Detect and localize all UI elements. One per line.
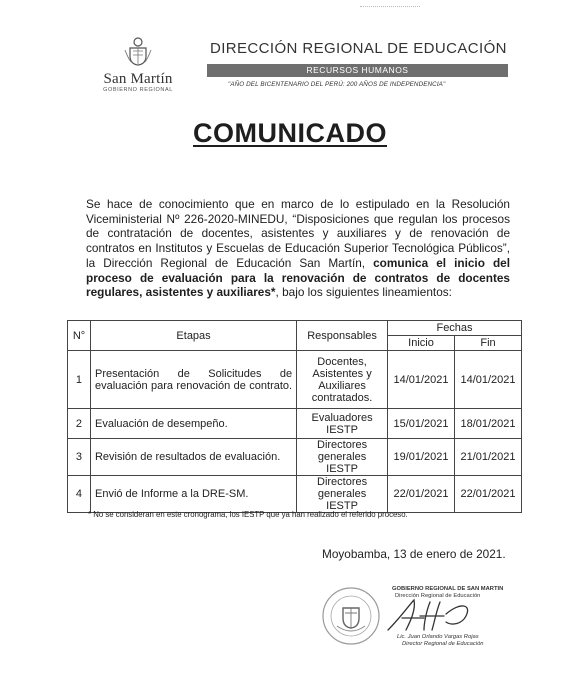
- coat-of-arms-icon: [121, 36, 155, 66]
- body-paragraph: [86, 197, 510, 300]
- header-start: Inicio: [388, 336, 455, 351]
- row-number: 3: [68, 439, 91, 476]
- row-responsible: Directores generales IESTP: [297, 439, 388, 476]
- row-start-date: 15/01/2021: [388, 409, 455, 439]
- body-intro: Se hace de conocimiento que en marco de lo estipulado en la Resolución Viceministerial Nº 226-2020-MINEDU, “Disposiciones que regulan los procesos de contratación de docentes, asistentes y auxiliares y de renovación de contratos en Institutos y Escuelas de Educación Superior Tecnológica Públicos”, la Dirección Regional de Educación San Martín,: [86, 197, 510, 270]
- row-number: 1: [68, 351, 91, 409]
- row-start-date: 14/01/2021: [388, 351, 455, 409]
- logo-subtitle: GOBIERNO REGIONAL: [103, 87, 173, 93]
- row-number: 2: [68, 409, 91, 439]
- row-start-date: 19/01/2021: [388, 439, 455, 476]
- header-end: Fin: [454, 336, 521, 351]
- row-responsible: Directores generales IESTP: [297, 476, 388, 513]
- department-bar: RECURSOS HUMANOS: [207, 64, 508, 77]
- row-end-date: 18/01/2021: [454, 409, 521, 439]
- row-stage: Evaluación de desempeño.: [90, 409, 296, 439]
- row-end-date: 14/01/2021: [454, 351, 521, 409]
- handwritten-signature-icon: [380, 596, 490, 636]
- institution-title: DIRECCIÓN REGIONAL DE EDUCACIÓN: [210, 40, 507, 57]
- table-row: [68, 439, 522, 476]
- table-row: [68, 409, 522, 439]
- signer-name: Lic. Juan Orlando Vargas Rojas: [397, 634, 479, 640]
- official-seal-icon: [321, 586, 381, 646]
- row-responsible: Docentes, Asistentes y Auxiliares contratados.: [297, 351, 388, 409]
- signature-office: Dirección Regional de Educación: [395, 593, 481, 599]
- year-motto: "AÑO DEL BICENTENARIO DEL PERÚ: 200 AÑOS DE INDEPENDENCIA": [228, 81, 446, 88]
- row-number: 4: [68, 476, 91, 513]
- header-dates: Fechas: [388, 321, 522, 336]
- body-outro: , bajo los siguientes lineamientos:: [275, 285, 452, 300]
- document-title: [0, 118, 580, 149]
- row-stage: Revisión de resultados de evaluación.: [90, 439, 296, 476]
- row-start-date: 22/01/2021: [388, 476, 455, 513]
- row-end-date: 21/01/2021: [454, 439, 521, 476]
- scan-artifact: [360, 6, 420, 8]
- row-stage: Envió de Informe a la DRE-SM.: [90, 476, 296, 513]
- signature-org: GOBIERNO REGIONAL DE SAN MARTIN: [392, 586, 504, 592]
- row-stage: Presentación de Solicitudes de evaluación para renovación de contrato.: [90, 351, 296, 409]
- signer-role: Director Regional de Educación: [402, 641, 484, 647]
- table-row: [68, 351, 522, 409]
- header-number: N°: [68, 321, 91, 351]
- schedule-table: [67, 320, 522, 513]
- document-title-text: COMUNICADO: [193, 118, 387, 148]
- body-bold: comunica el inicio del proceso de evaluación para la renovación de contratos de docentes regulares, asistentes y auxiliares*: [86, 255, 510, 300]
- table-row: [68, 476, 522, 513]
- row-end-date: 22/01/2021: [454, 476, 521, 513]
- logo-brand: San Martín: [103, 71, 173, 87]
- footnote: * No se consideran en este cronograma, los IESTP que ya han realizado el referido proceso.: [88, 510, 408, 519]
- place-and-date: Moyobamba, 13 de enero de 2021.: [322, 547, 506, 561]
- header-stages: Etapas: [90, 321, 296, 351]
- row-responsible: Evaluadores IESTP: [297, 409, 388, 439]
- regional-logo: [96, 36, 180, 93]
- header-responsible: Responsables: [297, 321, 388, 351]
